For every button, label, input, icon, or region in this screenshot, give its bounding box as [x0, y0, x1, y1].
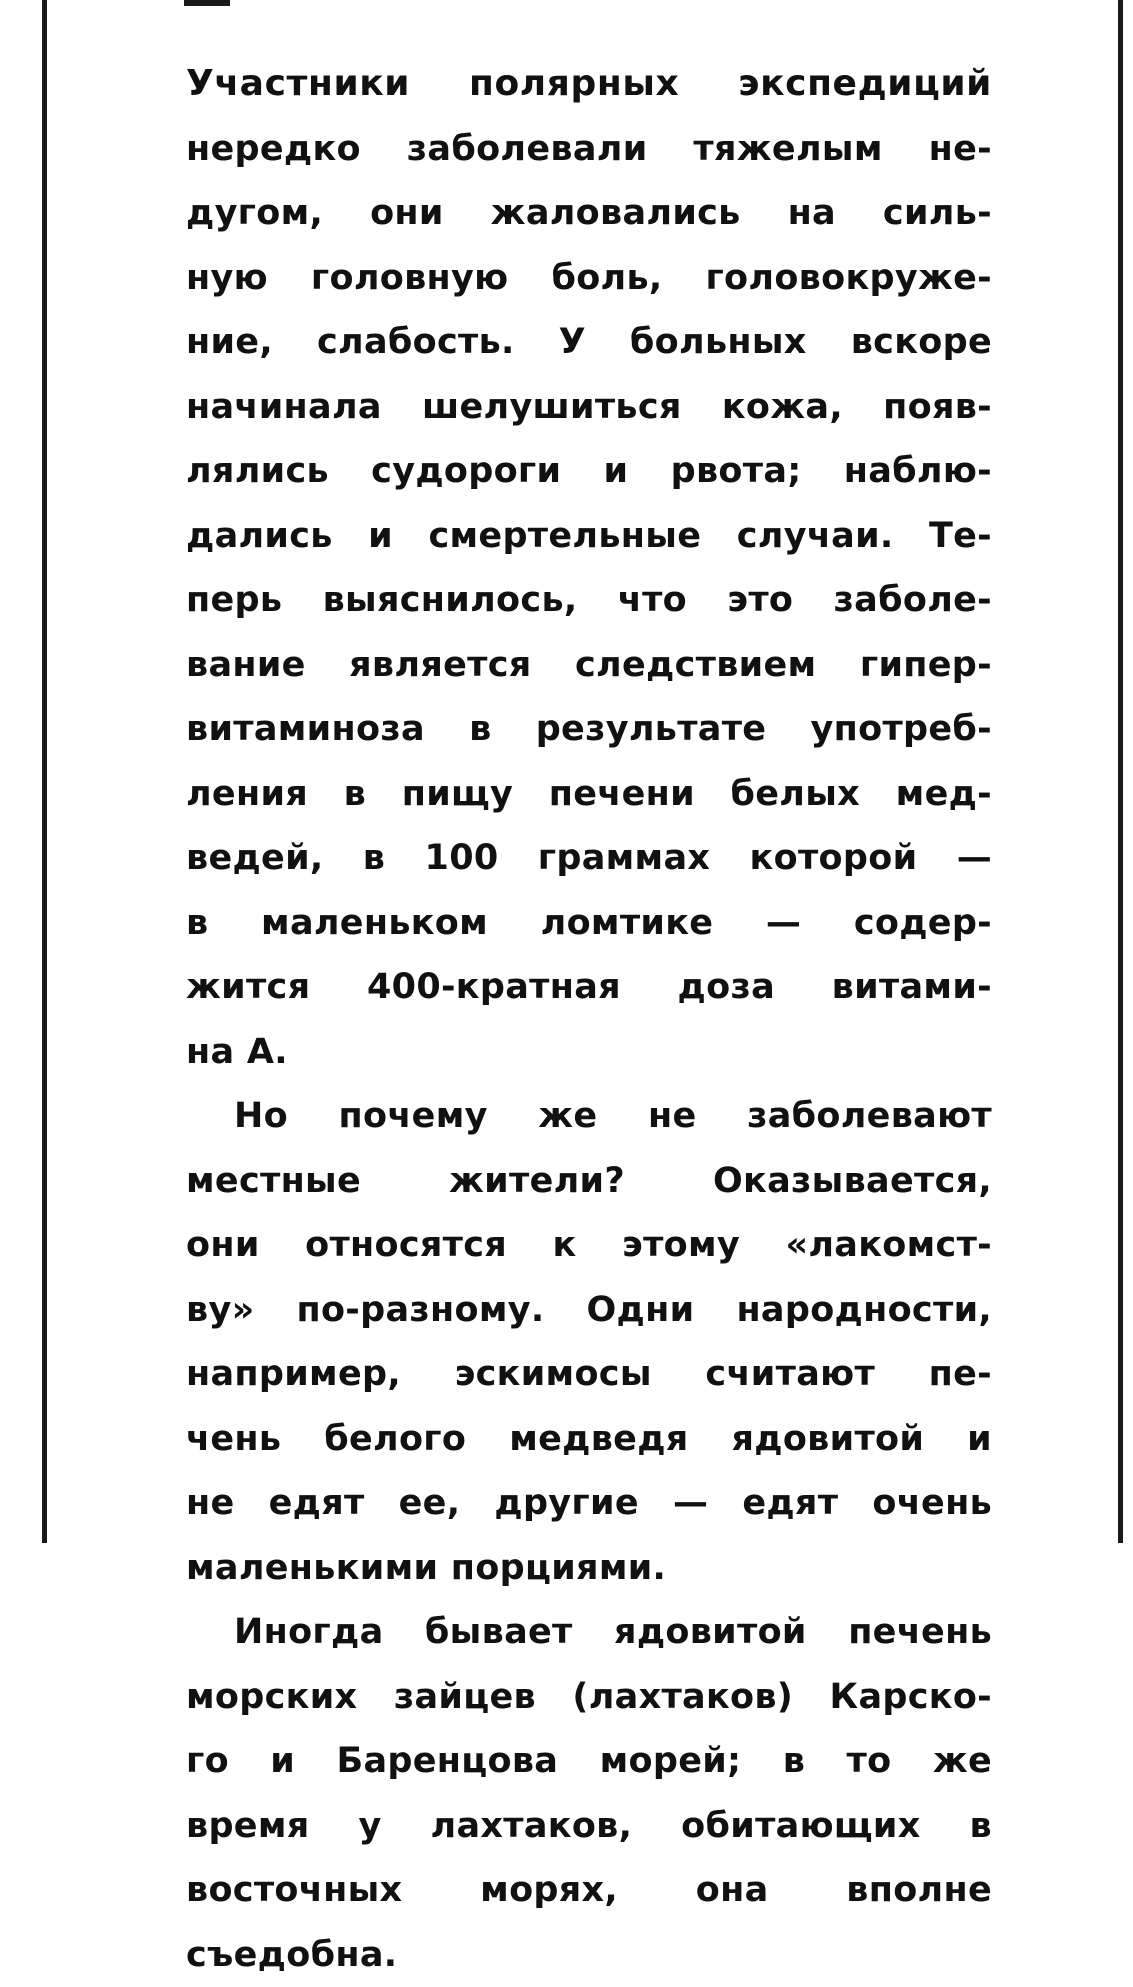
text-line: ную головную боль, головокруже- — [186, 246, 992, 311]
text-line: время у лахтаков, обитающих в — [186, 1794, 992, 1859]
text-line: Иногда бывает ядовитой печень — [186, 1600, 992, 1665]
text-line: вание является следствием гипер- — [186, 633, 992, 698]
text-line: дугом, они жаловались на силь- — [186, 181, 992, 246]
text-line: съедобна. — [186, 1923, 992, 1987]
text-line: дались и смертельные случаи. Те- — [186, 504, 992, 569]
text-line: лялись судороги и рвота; наблю- — [186, 439, 992, 504]
paragraph-3 — [186, 1600, 992, 1987]
right-column-rule — [1118, 0, 1123, 1543]
text-line: перь выяснилось, что это заболе- — [186, 568, 992, 633]
lead-line: Участники полярных экспедиций — [186, 52, 992, 117]
text-line: Но почему же не заболевают — [186, 1084, 992, 1149]
text-line: го и Баренцова морей; в то же — [186, 1729, 992, 1794]
top-fragment-mark — [184, 0, 230, 6]
article-body — [186, 52, 992, 1987]
text-line: на А. — [186, 1020, 992, 1085]
text-line: не едят ее, другие — едят очень — [186, 1471, 992, 1536]
text-line: витаминоза в результате употреб- — [186, 697, 992, 762]
text-line: жится 400-кратная доза витами- — [186, 955, 992, 1020]
text-line: ведей, в 100 граммах которой — — [186, 826, 992, 891]
paragraph-2 — [186, 1084, 992, 1600]
text-line: в маленьком ломтике — содер- — [186, 891, 992, 956]
text-line: они относятся к этому «лакомст- — [186, 1213, 992, 1278]
text-line: восточных морях, она вполне — [186, 1858, 992, 1923]
text-line: чень белого медведя ядовитой и — [186, 1407, 992, 1472]
paragraph-1 — [186, 52, 992, 1084]
text-line: маленькими порциями. — [186, 1536, 992, 1601]
text-line: местные жители? Оказывается, — [186, 1149, 992, 1214]
text-line: ние, слабость. У больных вскоре — [186, 310, 992, 375]
text-line: например, эскимосы считают пе- — [186, 1342, 992, 1407]
text-line: морских зайцев (лахтаков) Карско- — [186, 1665, 992, 1730]
text-line: начинала шелушиться кожа, появ- — [186, 375, 992, 440]
text-line: ву» по-разному. Одни народности, — [186, 1278, 992, 1343]
left-column-rule — [42, 0, 47, 1543]
text-line: ления в пищу печени белых мед- — [186, 762, 992, 827]
text-line: нередко заболевали тяжелым не- — [186, 117, 992, 182]
